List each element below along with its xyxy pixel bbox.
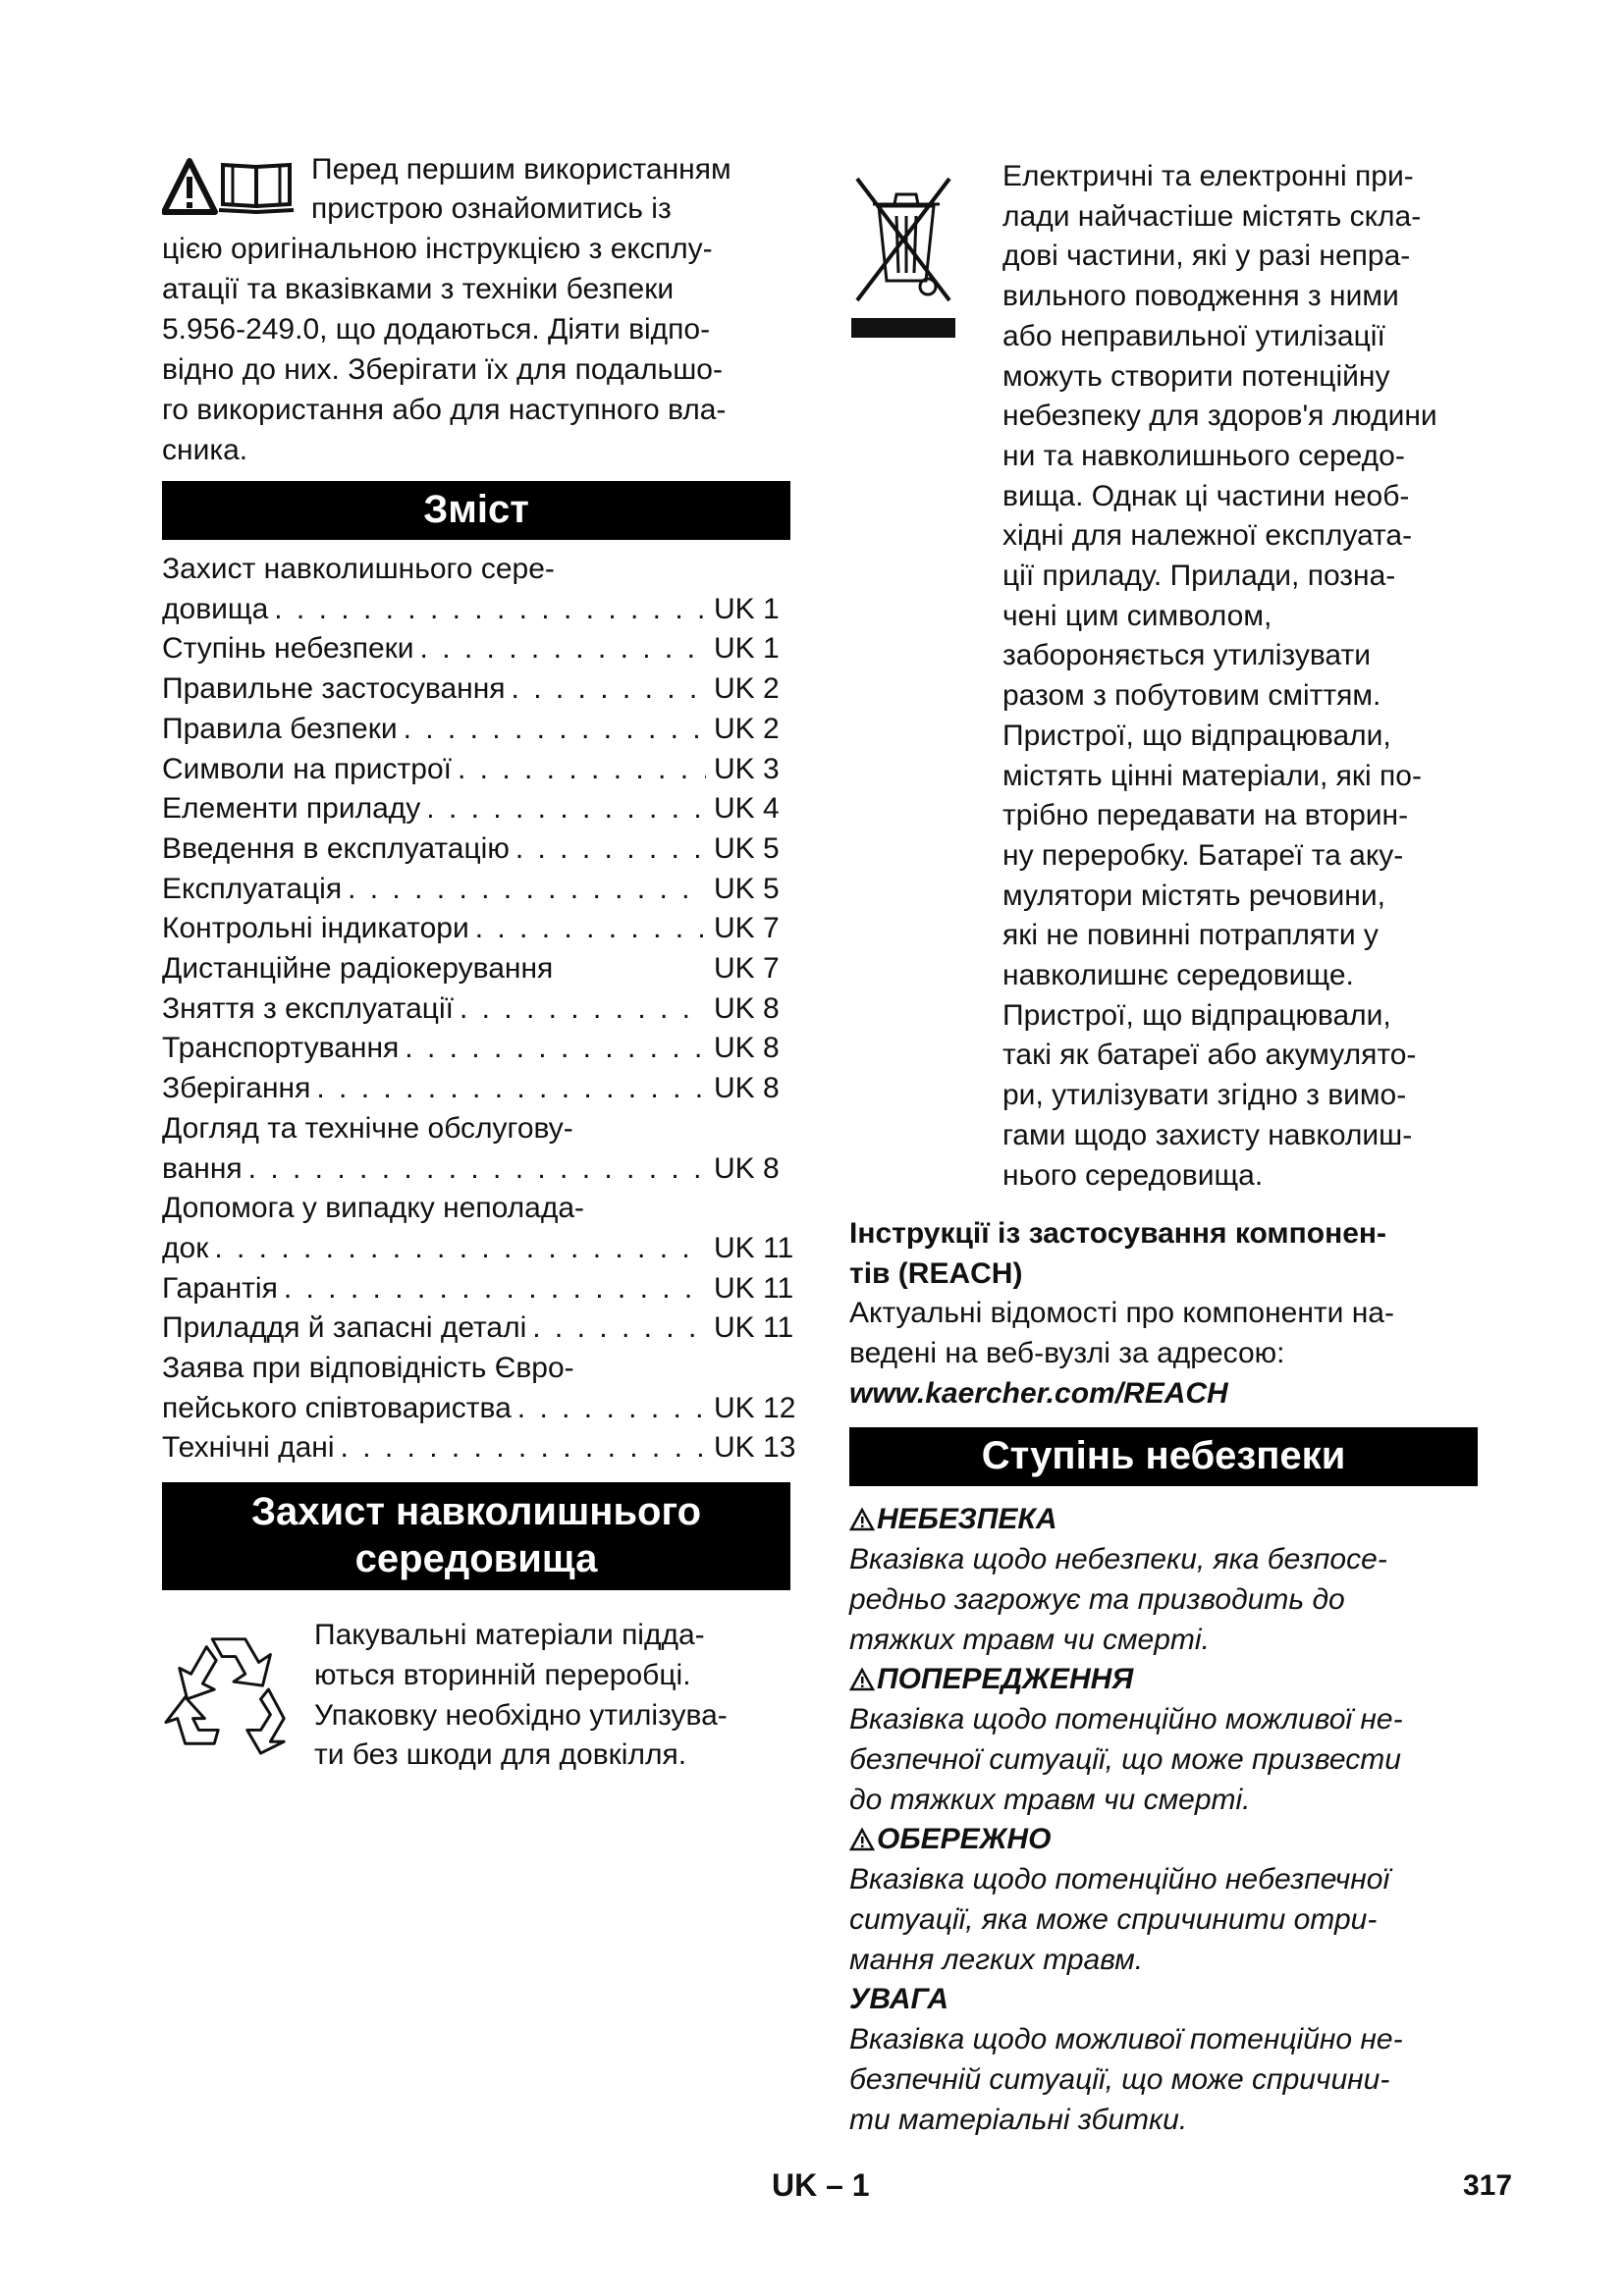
toc-leader [341, 1428, 706, 1468]
toc-leader [248, 1149, 706, 1190]
warning-icon [849, 1828, 875, 1851]
toc-entry-title: Догляд та технічне обслугову- [162, 1111, 573, 1145]
toc-entry-title: Заява при відповідність Євро- [162, 1352, 574, 1385]
hazard-line: безпечній ситуації, що може спричини- [849, 2063, 1390, 2097]
signal-word: ОБЕРЕЖНО [877, 1823, 1052, 1856]
weee-line: можуть створити потенційну [1002, 359, 1390, 393]
toc-entry-title-cont: довища [162, 592, 269, 625]
toc-entry-title: Зберігання [162, 1072, 311, 1105]
toc-leader [284, 1269, 706, 1309]
reach-heading: Інструкції із застосування компонен- [849, 1217, 1386, 1250]
hazard-line: Вказівка щодо потенційно можливої не- [849, 1703, 1403, 1736]
packaging-line: Упаковку необхідно утилізува- [314, 1698, 728, 1732]
toc-entry[interactable] [162, 909, 790, 949]
weee-line: разом з побутовим сміттям. [1002, 679, 1381, 713]
toc-entry-page: UK 8 [714, 1072, 780, 1105]
weee-line: вища. Однак ці частини необ- [1002, 479, 1410, 512]
reach-url-link[interactable]: www.kaercher.com/REACH [849, 1377, 1228, 1411]
toc-leader [532, 1308, 706, 1349]
weee-line: трібно передавати на вторин- [1002, 799, 1409, 832]
intro-line: відно до них. Зберігати їх для подальшо- [162, 353, 723, 386]
toc-list [162, 550, 796, 1468]
toc-entry-title-cont: док [162, 1231, 209, 1264]
manual-book-icon [219, 165, 294, 212]
toc-leader [404, 710, 706, 750]
toc-entry[interactable] [162, 789, 790, 829]
hazard-level-notice [849, 1980, 1478, 2140]
weee-line: ни та навколишнього середо- [1002, 439, 1405, 472]
intro-line: го використання або для наступного вла- [162, 394, 727, 426]
weee-line: містять цінні матеріали, які по- [1002, 759, 1422, 792]
environment-heading [162, 1482, 790, 1590]
toc-entry-page: UK 2 [714, 712, 780, 745]
reach-line: ведені на веб-вузлі за адресою: [849, 1336, 1285, 1369]
hazard-line: Вказівка щодо можливої потенційно не- [849, 2023, 1403, 2056]
weee-line: хідні для належної експлуата- [1002, 519, 1413, 553]
toc-leader [316, 1069, 706, 1109]
toc-entry-title: Захист навколишнього сере- [162, 553, 555, 585]
toc-entry-page: UK 1 [714, 592, 780, 625]
toc-entry-page: UK 4 [714, 792, 780, 826]
toc-leader [515, 829, 706, 870]
toc-entry-title: Приладдя й запасні деталі [162, 1311, 527, 1345]
hazard-line: безпечної ситуації, що може призвести [849, 1743, 1401, 1777]
toc-entry-page: UK 7 [714, 912, 780, 945]
weee-line: ну переробку. Батареї та аку- [1002, 838, 1404, 872]
toc-leader [458, 750, 706, 790]
weee-line: або неправильної утилізації [1002, 319, 1385, 352]
warning-icon [849, 1668, 875, 1691]
weee-line: небезпеку для здоров'я людини [1002, 400, 1437, 433]
toc-entry[interactable] [162, 750, 790, 790]
hazard-line: редньо загрожує та призводить до [849, 1583, 1345, 1617]
weee-line: забороняється утилізувати [1002, 639, 1371, 672]
toc-entry[interactable] [162, 1269, 794, 1309]
toc-entry-title-cont: вання [162, 1151, 243, 1185]
weee-line: навколишнє середовище. [1002, 959, 1354, 992]
toc-entry-title-cont: пейського співтовариства [162, 1391, 512, 1424]
weee-line: Пристрої, що відпрацювали, [1002, 719, 1391, 752]
toc-entry[interactable] [162, 870, 790, 910]
toc-entry[interactable] [162, 949, 790, 989]
hazard-levels [849, 1500, 1478, 2140]
weee-line: які не повинні потрапляти у [1002, 919, 1379, 952]
toc-entry-page: UK 1 [714, 632, 780, 666]
toc-entry[interactable] [162, 1069, 790, 1109]
toc-entry-title: Введення в експлуатацію [162, 831, 510, 865]
weee-line: дові частини, які у разі непра- [1002, 240, 1411, 273]
packaging-line: Пакувальні матеріали підда- [314, 1619, 705, 1652]
toc-entry-title: Елементи приладу [162, 792, 421, 826]
toc-heading: Зміст [162, 481, 790, 540]
signal-word: ПОПЕРЕДЖЕННЯ [877, 1663, 1134, 1696]
toc-entry[interactable] [162, 1109, 790, 1189]
signal-word: УВАГА [849, 1983, 949, 2016]
hazard-line: Вказівка щодо небезпеки, яка безпосе- [849, 1543, 1387, 1576]
reach-line: Актуальні відомості про компоненти на- [849, 1297, 1394, 1329]
toc-leader [460, 989, 706, 1030]
weee-line: гами щодо захисту навколиш- [1002, 1118, 1413, 1151]
hazard-level-danger [849, 1500, 1478, 1660]
packaging-line: ються вторинній переробці. [314, 1658, 691, 1691]
weee-line: Пристрої, що відпрацювали, [1002, 998, 1391, 1032]
weee-line: лади найчастіше містять скла- [1002, 199, 1422, 233]
hazard-level-caution [849, 1820, 1478, 1980]
environment-heading-line: Захист навколишнього [250, 1490, 702, 1534]
toc-leader [405, 1029, 706, 1069]
weee-text [1002, 157, 1484, 1196]
toc-leader [274, 590, 706, 630]
intro-block [162, 149, 790, 473]
crossed-bin-icon [849, 171, 957, 338]
weee-line: такі як батареї або акумулято- [1002, 1039, 1417, 1072]
weee-line: ри, утилізувати згідно з вимо- [1002, 1079, 1407, 1112]
toc-entry-page: UK 12 [714, 1391, 796, 1424]
toc-entry-title: Дистанційне радіокерування [162, 952, 554, 986]
toc-entry[interactable] [162, 629, 790, 669]
recycling-icon [162, 1626, 298, 1761]
toc-entry-title: Символи на пристрої [162, 752, 452, 785]
hazard-line: Вказівка щодо потенційно небезпечної [849, 1863, 1390, 1896]
reach-block [849, 1213, 1478, 1414]
toc-entry-title: Гарантія [162, 1271, 278, 1305]
toc-entry[interactable] [162, 710, 790, 750]
toc-entry-page: UK 13 [714, 1431, 796, 1465]
left-column [162, 149, 796, 1802]
warning-manual-icons [162, 157, 309, 218]
toc-leader [214, 1229, 706, 1269]
intro-line: цією оригінальною інструкцією з експлу- [162, 233, 713, 265]
toc-leader [420, 629, 706, 669]
toc-entry-page: UK 8 [714, 1032, 780, 1065]
weee-block [849, 157, 1478, 1209]
weee-line: Електричні та електронні при- [1002, 160, 1414, 192]
toc-entry-title: Правила безпеки [162, 712, 398, 745]
toc-entry-page: UK 2 [714, 672, 780, 706]
environment-heading-line: середовища [354, 1537, 598, 1581]
intro-line: 5.956-249.0, що додаються. Діяти відпо- [162, 313, 711, 346]
intro-line: атації та вказівками з техніки безпеки [162, 273, 675, 305]
packaging-line: ти без шкоди для довкілля. [314, 1738, 687, 1772]
toc-entry-page: UK 8 [714, 991, 780, 1025]
toc-leader [348, 870, 706, 910]
packaging-text [314, 1616, 795, 1776]
weee-line: ції приладу. Прилади, позна- [1002, 560, 1396, 593]
footer-page-label: UK – 1 [772, 2167, 870, 2203]
toc-entry[interactable] [162, 829, 790, 870]
toc-entry-title: Ступінь небезпеки [162, 632, 414, 666]
toc-entry-title: Зняття з експлуатації [162, 991, 454, 1025]
toc-entry[interactable] [162, 1029, 790, 1069]
toc-entry[interactable] [162, 1349, 796, 1428]
hazard-line: мання легких травм. [849, 1944, 1144, 1977]
toc-entry-page: UK 7 [714, 952, 780, 986]
toc-entry-page: UK 11 [714, 1271, 794, 1305]
warning-triangle-icon [164, 161, 215, 212]
toc-entry-title: Правильне застосування [162, 672, 506, 706]
hazard-line: тяжких травм чи смерті. [849, 1624, 1210, 1657]
reach-heading: тів (REACH) [849, 1257, 1023, 1290]
toc-entry-page: UK 5 [714, 831, 780, 865]
toc-leader [475, 909, 706, 949]
warning-icon [849, 1508, 875, 1531]
hazard-line: ти матеріальні збитки. [849, 2104, 1188, 2137]
toc-entry-page: UK 3 [714, 752, 780, 785]
toc-entry-title: Допомога у випадку неполада- [162, 1192, 585, 1225]
packaging-block [162, 1616, 790, 1802]
hazard-line: до тяжких травм чи смерті. [849, 1784, 1251, 1817]
toc-entry-page: UK 5 [714, 872, 780, 905]
signal-word: НЕБЕЗПЕКА [877, 1503, 1057, 1536]
toc-entry-title: Транспортування [162, 1032, 400, 1065]
right-column [849, 157, 1478, 2140]
hazard-heading: Ступінь небезпеки [849, 1427, 1478, 1486]
hazard-line: ситуації, яка може спричинити отри- [849, 1903, 1378, 1937]
toc-leader [517, 1389, 706, 1429]
toc-entry-title: Експлуатація [162, 872, 343, 905]
footer-page-number: 317 [1463, 2169, 1513, 2202]
toc-leader [426, 789, 706, 829]
hazard-level-warning [849, 1660, 1478, 1820]
toc-entry-page: UK 11 [714, 1311, 794, 1345]
weee-line: мулятори містять речовини, [1002, 879, 1385, 912]
toc-entry-title: Технічні дані [162, 1431, 335, 1465]
toc-entry-title: Контрольні індикатори [162, 912, 469, 945]
weee-line: вильного поводження з ними [1002, 280, 1399, 313]
toc-entry-page: UK 8 [714, 1151, 780, 1185]
toc-entry[interactable] [162, 1428, 796, 1468]
toc-entry[interactable] [162, 1189, 794, 1268]
weee-line: нього середовища. [1002, 1158, 1264, 1192]
toc-entry[interactable] [162, 989, 790, 1030]
toc-entry[interactable] [162, 669, 790, 710]
intro-line: пристрою ознайомитись із [311, 192, 672, 225]
toc-entry[interactable] [162, 550, 790, 629]
toc-entry[interactable] [162, 1308, 794, 1349]
toc-leader [512, 669, 706, 710]
weee-line: чені цим символом, [1002, 599, 1272, 632]
intro-line: Перед першим використанням [311, 153, 731, 186]
intro-line: сника. [162, 434, 248, 466]
toc-entry-page: UK 11 [714, 1231, 794, 1264]
